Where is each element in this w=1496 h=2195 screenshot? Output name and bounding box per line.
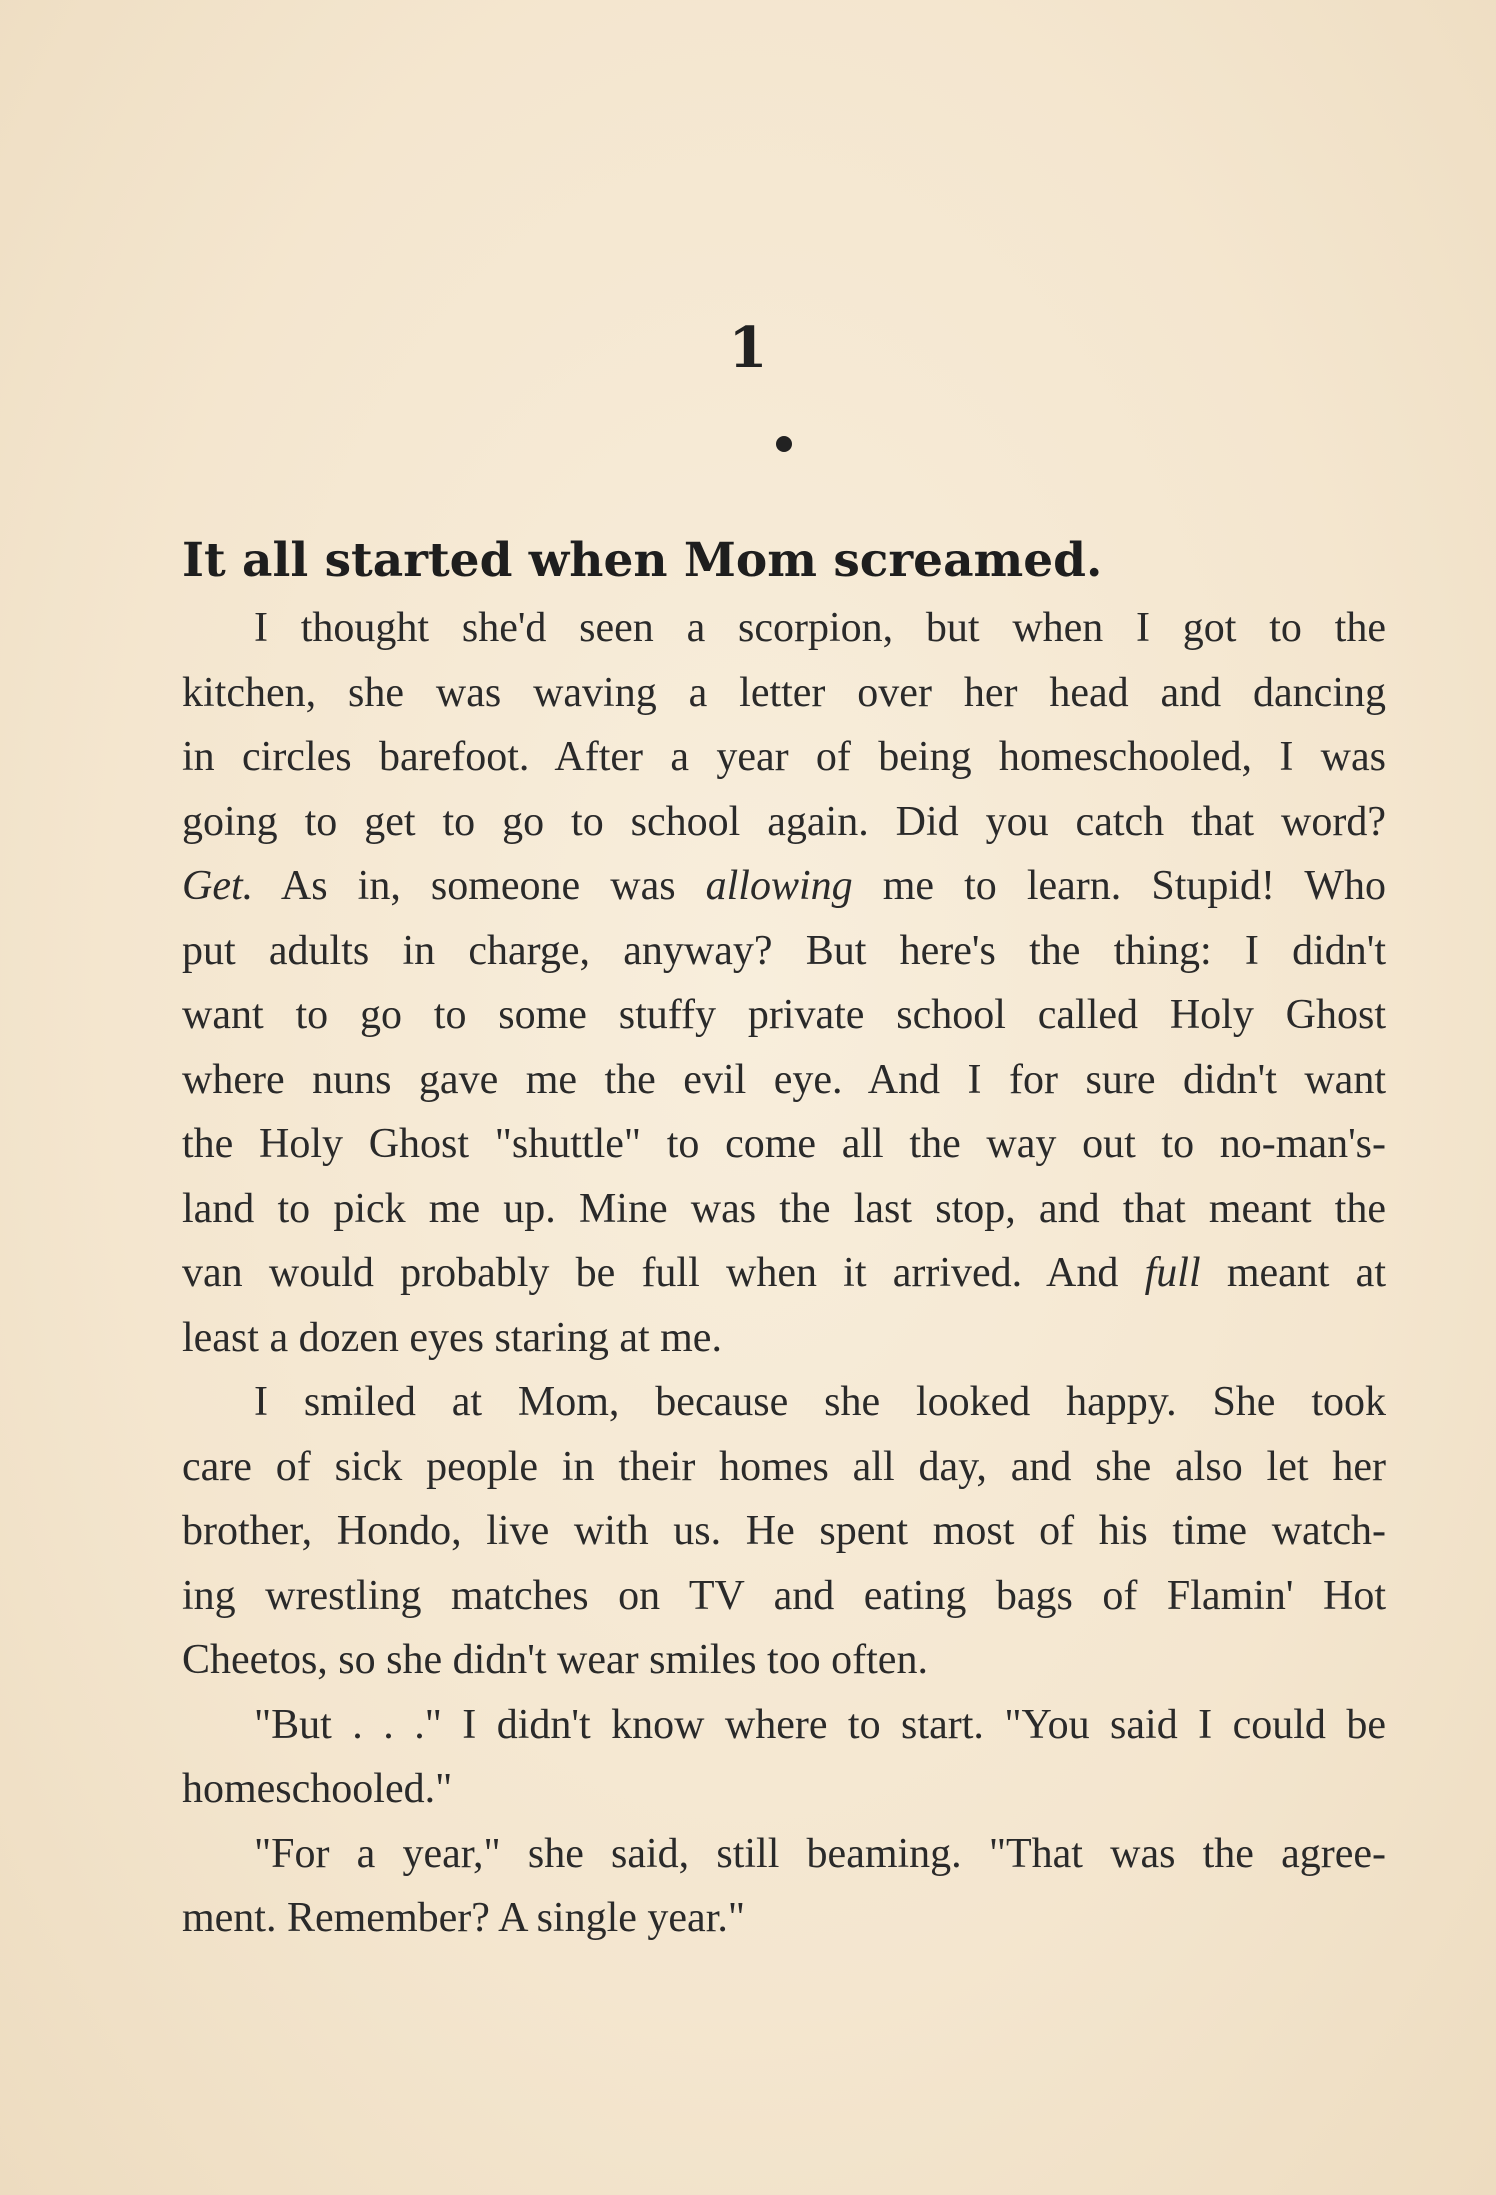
text-line: want to go to some stuffy private school called Holy Ghost	[182, 992, 1386, 1038]
text-line: going to get to go to school again. Did you catch that word?	[182, 798, 1386, 845]
text-line: ment. Remember? A single year."	[182, 1895, 746, 1941]
paragraph-1	[182, 596, 1386, 1370]
text-line: homeschooled."	[182, 1766, 453, 1812]
text-line: care of sick people in their homes all day, and she also let her	[182, 1443, 1386, 1490]
text-line: "But . . ." I didn't know where to start. "You said I could be	[254, 1701, 1386, 1748]
text-line: the Holy Ghost "shuttle" to come all the way out to no-man's-	[182, 1121, 1386, 1167]
text-span: van would probably be full when it arrived. And	[182, 1250, 1145, 1296]
text-span: meant at	[1200, 1250, 1386, 1296]
italic-word: full	[1144, 1250, 1201, 1296]
text-line: I thought she'd seen a scorpion, but when I got to the	[254, 605, 1386, 651]
italic-word: allowing	[705, 863, 853, 909]
text-line: kitchen, she was waving a letter over her head and dancing	[182, 669, 1386, 716]
text-line: land to pick me up. Mine was the last stop, and that meant the	[182, 1185, 1386, 1232]
italic-word: Get.	[182, 863, 254, 909]
text-line: ing wrestling matches on TV and eating bags of Flamin' Hot	[182, 1572, 1386, 1619]
paragraph-2	[182, 1370, 1386, 1693]
text-line-with-italics	[182, 854, 1386, 919]
text-line: brother, Hondo, live with us. He spent most of his time watch-	[182, 1508, 1386, 1554]
text-span: As in, someone was	[253, 863, 706, 909]
body-text	[182, 526, 1386, 1951]
text-line: "For a year," she said, still beaming. "That was the agree-	[254, 1830, 1386, 1877]
text-line: Cheetos, so she didn't wear smiles too often.	[182, 1637, 928, 1683]
text-line: least a dozen eyes staring at me.	[182, 1314, 722, 1361]
text-line: I smiled at Mom, because she looked happy. She took	[254, 1379, 1386, 1425]
paragraph-3	[182, 1693, 1386, 1822]
chapter-ornament-dot	[776, 436, 792, 452]
text-line: in circles barefoot. After a year of being homeschooled, I was	[182, 734, 1386, 780]
opening-line: It all started when Mom screamed.	[182, 533, 1103, 588]
text-line: where nuns gave me the evil eye. And I for sure didn't want	[182, 1056, 1386, 1103]
text-line-with-italics	[182, 1241, 1386, 1306]
text-span: me to learn. Stupid! Who	[852, 863, 1386, 909]
text-line: put adults in charge, anyway? But here's the thing: I didn't	[182, 927, 1386, 974]
chapter-number: 1	[728, 315, 768, 381]
paragraph-4	[182, 1822, 1386, 1951]
